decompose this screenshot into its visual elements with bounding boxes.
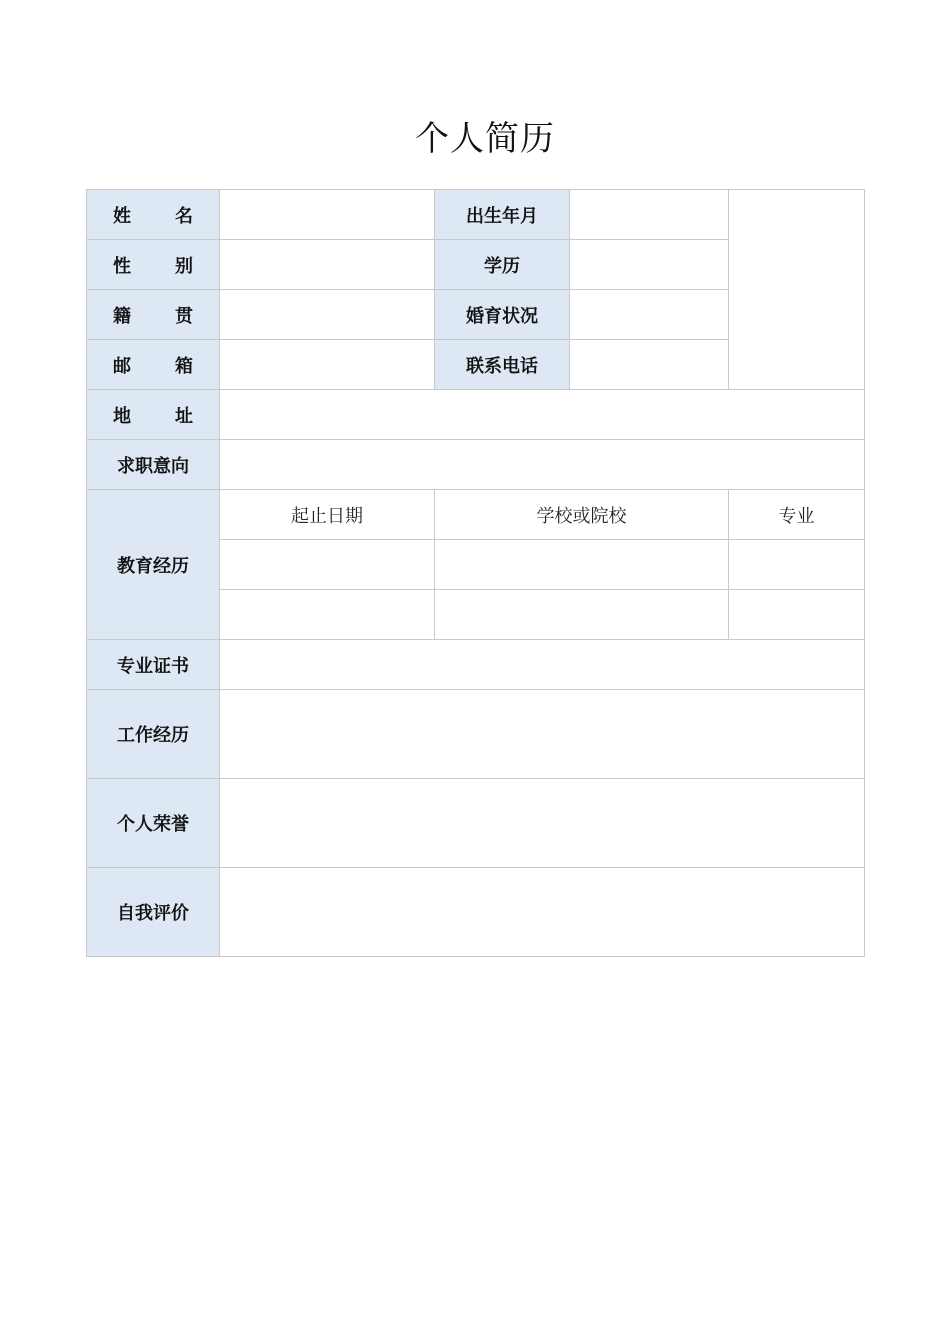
value-email[interactable] bbox=[220, 340, 435, 390]
value-native-place[interactable] bbox=[220, 290, 435, 340]
row-education-header bbox=[87, 490, 865, 540]
label-native-place: 籍 贯 bbox=[87, 290, 220, 340]
label-certificates: 专业证书 bbox=[87, 640, 220, 690]
row-address bbox=[87, 390, 865, 440]
education-school-cell[interactable] bbox=[435, 590, 729, 640]
education-dates-cell[interactable] bbox=[220, 590, 435, 640]
photo-box[interactable] bbox=[729, 190, 865, 390]
value-work-experience[interactable] bbox=[220, 690, 865, 779]
label-gender: 性 别 bbox=[87, 240, 220, 290]
row-self-evaluation bbox=[87, 868, 865, 957]
page-title: 个人简历 bbox=[415, 119, 555, 159]
value-birth-date[interactable] bbox=[570, 190, 729, 240]
value-phone[interactable] bbox=[570, 340, 729, 390]
value-education-level[interactable] bbox=[570, 240, 729, 290]
value-name[interactable] bbox=[220, 190, 435, 240]
row-name bbox=[87, 190, 865, 240]
row-job-intention bbox=[87, 440, 865, 490]
label-birth-date: 出生年月 bbox=[435, 190, 570, 240]
education-header-school: 学校或院校 bbox=[435, 490, 729, 540]
value-certificates[interactable] bbox=[220, 640, 865, 690]
label-education-history: 教育经历 bbox=[87, 490, 220, 640]
label-email: 邮 箱 bbox=[87, 340, 220, 390]
label-marital-status: 婚育状况 bbox=[435, 290, 570, 340]
education-major-cell[interactable] bbox=[729, 540, 865, 590]
row-work-experience bbox=[87, 690, 865, 779]
label-name: 姓 名 bbox=[87, 190, 220, 240]
label-job-intention: 求职意向 bbox=[87, 440, 220, 490]
education-header-dates: 起止日期 bbox=[220, 490, 435, 540]
label-address: 地 址 bbox=[87, 390, 220, 440]
label-education-level: 学历 bbox=[435, 240, 570, 290]
value-address[interactable] bbox=[220, 390, 865, 440]
label-honors: 个人荣誉 bbox=[87, 779, 220, 868]
education-header-major: 专业 bbox=[729, 490, 865, 540]
value-gender[interactable] bbox=[220, 240, 435, 290]
resume-table bbox=[86, 189, 865, 957]
education-school-cell[interactable] bbox=[435, 540, 729, 590]
label-phone: 联系电话 bbox=[435, 340, 570, 390]
value-job-intention[interactable] bbox=[220, 440, 865, 490]
education-major-cell[interactable] bbox=[729, 590, 865, 640]
row-honors bbox=[87, 779, 865, 868]
row-certificates bbox=[87, 640, 865, 690]
value-honors[interactable] bbox=[220, 779, 865, 868]
label-self-evaluation: 自我评价 bbox=[87, 868, 220, 957]
value-self-evaluation[interactable] bbox=[220, 868, 865, 957]
value-marital-status[interactable] bbox=[570, 290, 729, 340]
label-work-experience: 工作经历 bbox=[87, 690, 220, 779]
education-dates-cell[interactable] bbox=[220, 540, 435, 590]
